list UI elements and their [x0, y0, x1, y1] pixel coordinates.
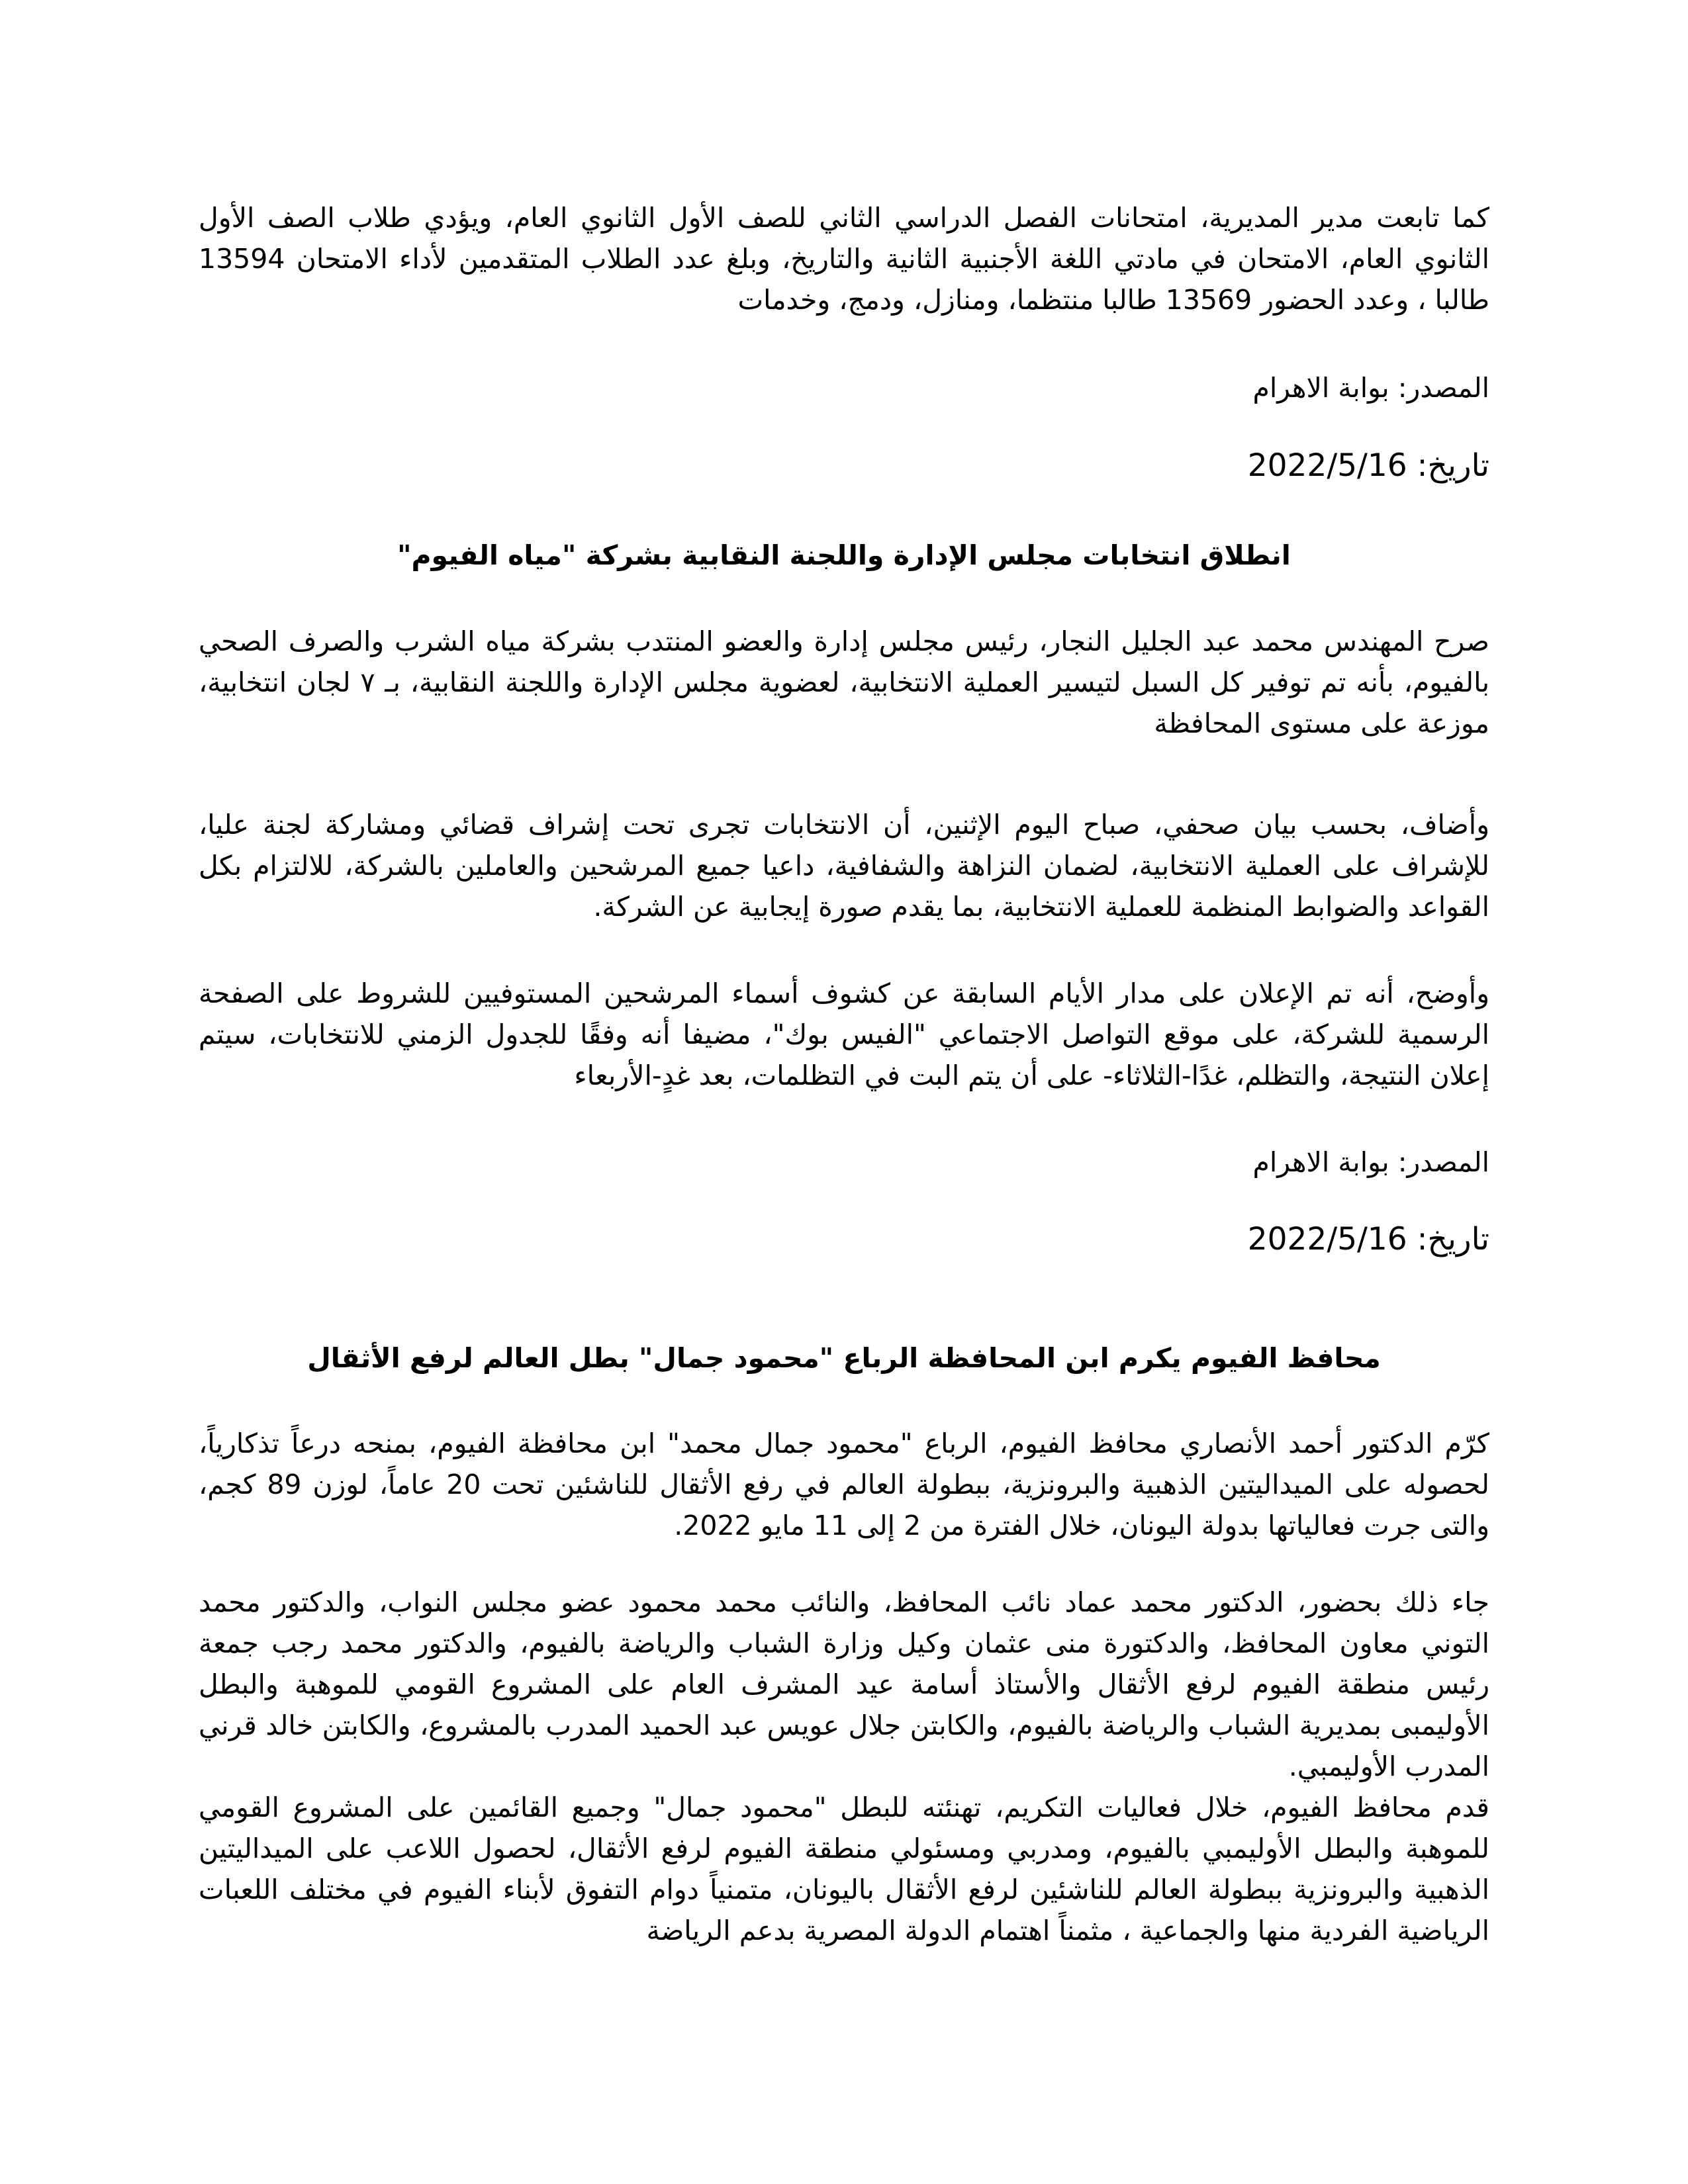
- article-paragraph: صرح المهندس محمد عبد الجليل النجار، رئيس مجلس إدارة والعضو المنتدب بشركة مياه الشرب والصرف الصحي بالفيوم، بأنه تم توفير كل السبل لتيسير العملية الانتخابية، لعضوية مجلس الإدارة واللجنة النقابية، بـ ٧ لجان انتخابية، موزعة على مستوى المحافظة: [199, 625, 1489, 739]
- intro-paragraph: كما تابعت مدير المديرية، امتحانات الفصل الدراسي الثاني للصف الأول الثانوي العام، ويؤدي طلاب الصف الأول الثانوي العام، الامتحان في مادتي اللغة الأجنبية الثانية والتاريخ، وبلغ عدد الطلاب المتقدمين لأداء الامتحان 13594 طالبا ، وعدد الحضور 13569 طالبا منتظما، ومنازل، ودمج، وخدمات: [199, 202, 1489, 316]
- article-paragraph: كرّم الدكتور أحمد الأنصاري محافظ الفيوم، الرباع "محمود جمال محمد" ابن محافظة الفيوم، بمنحه درعاً تذكارياً، لحصوله على الميداليتين الذهبية والبرونزية، ببطولة العالم في رفع الأثقال للناشئين تحت 20 عاماً، لوزن 89 كجم، والتى جرت فعالياتها بدولة اليونان، خلال الفترة من 2 إلى 11 مايو 2022.: [199, 1428, 1489, 1541]
- article-title: محافظ الفيوم يكرم ابن المحافظة الرباع "محمود جمال" بطل العالم لرفع الأثقال: [307, 1342, 1381, 1374]
- date-line: تاريخ: 2022/5/16: [1247, 1221, 1489, 1257]
- source-line: المصدر: بوابة الاهرام: [1252, 1146, 1489, 1178]
- source-line: المصدر: بوابة الاهرام: [1252, 372, 1489, 404]
- date-line: تاريخ: 2022/5/16: [1247, 447, 1489, 484]
- article-paragraph: قدم محافظ الفيوم، خلال فعاليات التكريم، تهنئته للبطل "محمود جمال" وجميع القائمين على المشروع القومي للموهبة والبطل الأوليمبي بالفيوم، ومدربي ومسئولي منطقة الفيوم لرفع الأثقال، لحصول اللاعب على الميداليتين الذهبية والبرونزية ببطولة العالم للناشئين لرفع الأثقال باليونان، متمنياً دوام التفوق لأبناء الفيوم في مختلف اللعبات الرياضية الفردية منها والجماعية ، مثمناً اهتمام الدولة المصرية بدعم الرياضة: [199, 1792, 1489, 1946]
- article-title: انطلاق انتخابات مجلس الإدارة واللجنة النقابية بشركة "مياه الفيوم": [397, 539, 1291, 571]
- article-paragraph: وأوضح، أنه تم الإعلان على مدار الأيام السابقة عن كشوف أسماء المرشحين المستوفيين للشروط على الصفحة الرسمية للشركة، على موقع التواصل الاجتماعي "الفيس بوك"، مضيفا أنه وفقًا للجدول الزمني للانتخابات، سيتم إعلان النتيجة، والتظلم، غدًا-الثلاثاء- على أن يتم البت في التظلمات، بعد غدٍ-الأربعاء: [199, 978, 1489, 1091]
- article-paragraph: جاء ذلك بحضور، الدكتور محمد عماد نائب المحافظ، والنائب محمد محمود عضو مجلس النواب، والدكتور محمد التوني معاون المحافظ، والدكتورة منى عثمان وكيل وزارة الشباب والرياضة بالفيوم، والدكتور محمد رجب جمعة رئيس منطقة الفيوم لرفع الأثقال والأستاذ أسامة عيد المشرف العام على المشروع القومي للموهبة والبطل الأوليمبى بمديرية الشباب والرياضة بالفيوم، والكابتن جلال عويس عبد الحميد المدرب بالمشروع، والكابتن خالد قرني المدرب الأوليمبي.: [199, 1586, 1489, 1782]
- article-paragraph: وأضاف، بحسب بيان صحفي، صباح اليوم الإثنين، أن الانتخابات تجرى تحت إشراف قضائي ومشاركة لجنة عليا، للإشراف على العملية الانتخابية، لضمان النزاهة والشفافية، داعيا جميع المرشحين والعاملين بالشركة، للالتزام بكل القواعد والضوابط المنظمة للعملية الانتخابية، بما يقدم صورة إيجابية عن الشركة.: [199, 809, 1489, 923]
